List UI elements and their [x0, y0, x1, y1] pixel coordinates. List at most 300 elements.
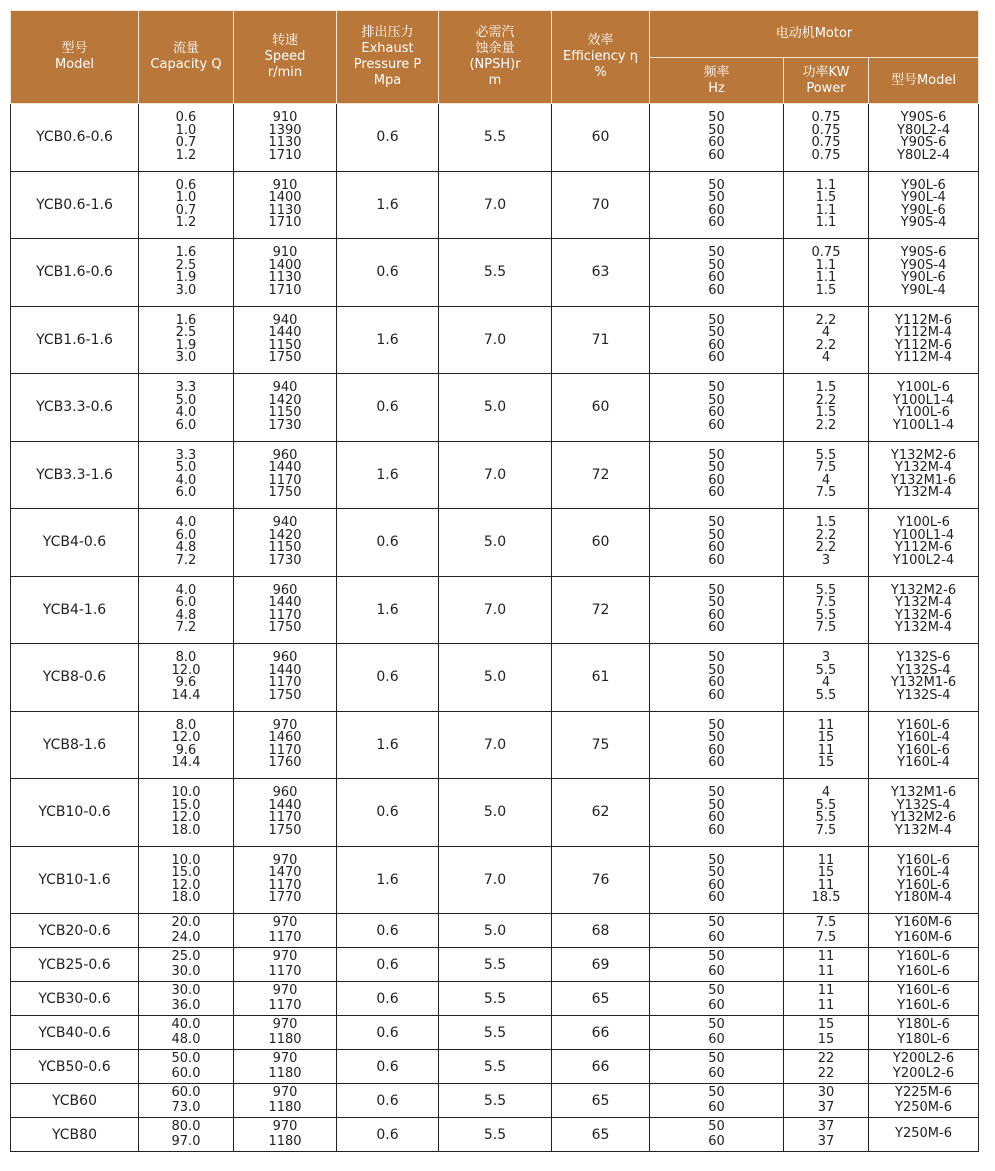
motor-value: Y112M-4	[895, 350, 952, 366]
power-value: 1.5	[815, 515, 837, 531]
cell-speed	[234, 576, 337, 644]
cell-pressure: 1.6	[337, 846, 439, 914]
speed-value: 940	[272, 380, 298, 396]
hz-value: 50	[708, 177, 725, 193]
speed-value: 1170	[268, 675, 302, 691]
hz-value: 60	[708, 1099, 725, 1115]
speed-value: 1750	[268, 350, 302, 366]
header-speed	[234, 11, 337, 104]
header-model	[11, 11, 139, 104]
capacity-value: 6.0	[175, 595, 197, 611]
speed-value: 1440	[268, 460, 302, 476]
power-value: 7.5	[815, 822, 837, 838]
speed-value: 1760	[268, 755, 302, 771]
hz-value: 50	[708, 797, 725, 813]
power-value: 5.5	[815, 810, 837, 826]
hz-value: 50	[708, 245, 725, 261]
hz-value: 60	[708, 1133, 725, 1149]
speed-value: 1150	[268, 405, 302, 421]
cell-pressure: 0.6	[337, 374, 439, 442]
motor-value: Y132S-4	[896, 662, 951, 678]
capacity-value: 10.0	[171, 852, 201, 868]
capacity-value: 12.0	[171, 662, 201, 678]
motor-value: Y160L-6	[897, 877, 950, 893]
capacity-value: 4.0	[175, 515, 197, 531]
capacity-value: 6.0	[175, 417, 197, 433]
hz-value: 50	[708, 325, 725, 341]
capacity-value: 48.0	[171, 1031, 201, 1047]
speed-value: 1420	[268, 527, 302, 543]
table-row	[11, 374, 979, 442]
hz-value: 50	[708, 650, 725, 666]
cell-motor	[869, 846, 979, 914]
motor-value: Y90L-4	[901, 282, 946, 298]
capacity-value: 0.7	[175, 135, 197, 151]
power-value: 4	[821, 785, 831, 801]
cell-power	[784, 1084, 869, 1118]
cell-npsh: 5.5	[439, 1016, 552, 1050]
hz-value: 60	[708, 135, 725, 151]
cell-npsh: 5.0	[439, 644, 552, 712]
capacity-value: 80.0	[171, 1119, 201, 1134]
cell-npsh: 7.0	[439, 576, 552, 644]
hz-value: 50	[708, 312, 725, 328]
cell-speed	[234, 104, 337, 172]
capacity-value: 15.0	[171, 797, 201, 813]
speed-value: 1400	[268, 257, 302, 273]
power-value: 1.5	[815, 190, 837, 206]
cell-speed	[234, 171, 337, 239]
cell-model: YCB1.6-1.6	[11, 306, 139, 374]
power-value: 30	[817, 1085, 835, 1100]
motor-value: Y90S-6	[900, 135, 947, 151]
header-capacity	[139, 11, 234, 104]
header-power-label: 功率KW Power	[802, 64, 850, 96]
power-value: 37	[817, 1099, 835, 1115]
header-pressure	[337, 11, 439, 104]
cell-efficiency: 60	[552, 104, 650, 172]
motor-value: Y160L-6	[897, 852, 950, 868]
power-value: 1.5	[815, 380, 837, 396]
speed-value: 1750	[268, 822, 302, 838]
speed-value: 970	[272, 852, 298, 868]
hz-value: 50	[708, 1119, 725, 1134]
cell-pressure: 0.6	[337, 239, 439, 307]
speed-value: 1400	[268, 190, 302, 206]
motor-value: Y160L-4	[897, 755, 950, 771]
speed-value: 970	[272, 1017, 298, 1032]
capacity-value: 50.0	[171, 1051, 201, 1066]
motor-value: Y160L-6	[897, 983, 950, 998]
capacity-value: 2.5	[175, 257, 197, 273]
capacity-value: 10.0	[171, 785, 201, 801]
cell-efficiency: 71	[552, 306, 650, 374]
cell-pressure: 1.6	[337, 576, 439, 644]
pump-spec-table	[10, 10, 979, 1152]
cell-speed	[234, 711, 337, 779]
cell-capacity	[139, 982, 234, 1016]
cell-power	[784, 779, 869, 847]
speed-value: 1730	[268, 552, 302, 568]
motor-value: Y112M-6	[895, 540, 952, 556]
cell-hz	[650, 306, 784, 374]
capacity-value: 2.5	[175, 325, 197, 341]
motor-value: Y132M1-6	[890, 785, 957, 801]
motor-value: Y132M1-6	[890, 472, 957, 488]
capacity-value: 8.0	[175, 650, 197, 666]
hz-value: 60	[708, 405, 725, 421]
hz-value: 50	[708, 949, 725, 964]
capacity-value: 5.0	[175, 460, 197, 476]
cell-hz	[650, 509, 784, 577]
hz-value: 50	[708, 392, 725, 408]
hz-value: 60	[708, 485, 725, 501]
hz-value: 50	[708, 1017, 725, 1032]
cell-npsh: 5.0	[439, 779, 552, 847]
cell-power	[784, 644, 869, 712]
speed-value: 910	[272, 110, 298, 126]
cell-capacity	[139, 846, 234, 914]
cell-power	[784, 1118, 869, 1152]
header-model-label: 型号 Model	[54, 41, 95, 72]
cell-power	[784, 1050, 869, 1084]
power-value: 7.5	[815, 485, 837, 501]
hz-value: 60	[708, 687, 725, 703]
motor-value: Y100L-6	[897, 380, 950, 396]
motor-value: Y100L2-4	[892, 552, 955, 568]
power-value: 18.5	[811, 890, 841, 906]
table-row	[11, 1050, 979, 1084]
hz-value: 60	[708, 282, 725, 298]
capacity-value: 1.2	[175, 147, 197, 163]
motor-value: Y132M1-6	[890, 675, 957, 691]
capacity-value: 60.0	[171, 1065, 201, 1081]
motor-value: Y112M-6	[895, 337, 952, 353]
motor-value: Y180L-6	[897, 1017, 950, 1032]
cell-capacity	[139, 509, 234, 577]
speed-value: 910	[272, 177, 298, 193]
header-power	[784, 58, 869, 104]
cell-motor	[869, 1016, 979, 1050]
capacity-value: 9.6	[175, 742, 197, 758]
speed-value: 1130	[268, 135, 302, 151]
power-value: 0.75	[811, 135, 841, 151]
cell-model: YCB30-0.6	[11, 982, 139, 1016]
capacity-value: 1.9	[175, 337, 197, 353]
capacity-value: 73.0	[171, 1099, 201, 1115]
power-value: 15	[817, 865, 835, 881]
cell-hz	[650, 1016, 784, 1050]
cell-pressure: 1.6	[337, 306, 439, 374]
table-body	[11, 104, 979, 1152]
cell-power	[784, 306, 869, 374]
hz-value: 50	[708, 447, 725, 463]
cell-motor	[869, 711, 979, 779]
cell-hz	[650, 1050, 784, 1084]
speed-value: 1420	[268, 392, 302, 408]
hz-value: 50	[708, 595, 725, 611]
speed-value: 970	[272, 717, 298, 733]
cell-motor	[869, 306, 979, 374]
capacity-value: 97.0	[171, 1133, 201, 1149]
cell-speed	[234, 239, 337, 307]
motor-value: Y180M-4	[895, 890, 952, 906]
cell-model: YCB0.6-1.6	[11, 171, 139, 239]
motor-value: Y225M-6	[895, 1085, 952, 1100]
speed-value: 1730	[268, 417, 302, 433]
cell-model: YCB40-0.6	[11, 1016, 139, 1050]
cell-model: YCB10-1.6	[11, 846, 139, 914]
header-motor-label: 电动机Motor	[775, 26, 853, 41]
cell-efficiency: 61	[552, 644, 650, 712]
cell-hz	[650, 846, 784, 914]
power-value: 0.75	[811, 110, 841, 126]
hz-value: 60	[708, 270, 725, 286]
power-value: 4	[821, 675, 831, 691]
hz-value: 50	[708, 1051, 725, 1066]
capacity-value: 1.2	[175, 215, 197, 231]
motor-value: Y132M2-6	[890, 447, 957, 463]
power-value: 2.2	[815, 540, 837, 556]
speed-value: 960	[272, 785, 298, 801]
cell-model: YCB50-0.6	[11, 1050, 139, 1084]
power-value: 5.5	[815, 582, 837, 598]
speed-value: 1180	[268, 1065, 302, 1081]
speed-value: 1130	[268, 270, 302, 286]
hz-value: 60	[708, 620, 725, 636]
cell-npsh: 5.5	[439, 104, 552, 172]
speed-value: 1460	[268, 730, 302, 746]
table-row	[11, 441, 979, 509]
speed-value: 970	[272, 983, 298, 998]
cell-speed	[234, 306, 337, 374]
cell-npsh: 5.0	[439, 914, 552, 948]
speed-value: 1180	[268, 1031, 302, 1047]
speed-value: 960	[272, 582, 298, 598]
capacity-value: 20.0	[171, 915, 201, 930]
cell-motor	[869, 1118, 979, 1152]
speed-value: 910	[272, 245, 298, 261]
hz-value: 50	[708, 527, 725, 543]
cell-speed	[234, 1050, 337, 1084]
capacity-value: 15.0	[171, 865, 201, 881]
cell-npsh: 5.5	[439, 982, 552, 1016]
cell-speed	[234, 509, 337, 577]
cell-speed	[234, 948, 337, 982]
hz-value: 50	[708, 865, 725, 881]
motor-value: Y200L2-6	[892, 1051, 955, 1066]
capacity-value: 7.2	[175, 620, 197, 636]
capacity-value: 14.4	[171, 755, 201, 771]
speed-value: 1440	[268, 595, 302, 611]
power-value: 5.5	[815, 797, 837, 813]
motor-value: Y90S-6	[900, 245, 947, 261]
hz-value: 60	[708, 1065, 725, 1081]
hz-value: 50	[708, 122, 725, 138]
header-npsh-label: 必需汽 蚀余量 (NPSH)r m	[469, 25, 521, 88]
cell-power	[784, 846, 869, 914]
hz-value: 50	[708, 257, 725, 273]
speed-value: 1170	[268, 607, 302, 623]
hz-value: 60	[708, 350, 725, 366]
table-row	[11, 1016, 979, 1050]
motor-value: Y132M-4	[895, 822, 952, 838]
capacity-value: 60.0	[171, 1085, 201, 1100]
cell-pressure: 0.6	[337, 104, 439, 172]
hz-value: 60	[708, 890, 725, 906]
cell-efficiency: 72	[552, 576, 650, 644]
header-motor-model-label: 型号Model	[890, 72, 957, 88]
capacity-value: 3.0	[175, 350, 197, 366]
cell-model: YCB8-0.6	[11, 644, 139, 712]
power-value: 15	[817, 755, 835, 771]
hz-value: 50	[708, 730, 725, 746]
cell-model: YCB25-0.6	[11, 948, 139, 982]
hz-value: 50	[708, 515, 725, 531]
cell-speed	[234, 1016, 337, 1050]
power-value: 15	[817, 1017, 835, 1032]
motor-value: Y132M-6	[895, 607, 952, 623]
cell-speed	[234, 982, 337, 1016]
table-row	[11, 846, 979, 914]
hz-value: 60	[708, 552, 725, 568]
cell-pressure: 0.6	[337, 779, 439, 847]
power-value: 5.5	[815, 447, 837, 463]
cell-speed	[234, 374, 337, 442]
cell-hz	[650, 576, 784, 644]
cell-power	[784, 374, 869, 442]
motor-value: Y100L-6	[897, 515, 950, 531]
capacity-value: 30.0	[171, 963, 201, 979]
cell-pressure: 0.6	[337, 1084, 439, 1118]
motor-value: Y100L1-4	[892, 392, 955, 408]
cell-capacity	[139, 104, 234, 172]
cell-efficiency: 68	[552, 914, 650, 948]
hz-value: 60	[708, 540, 725, 556]
cell-efficiency: 70	[552, 171, 650, 239]
table-row	[11, 711, 979, 779]
cell-power	[784, 948, 869, 982]
hz-value: 50	[708, 717, 725, 733]
cell-npsh: 5.5	[439, 1118, 552, 1152]
speed-value: 1750	[268, 620, 302, 636]
power-value: 3	[821, 552, 831, 568]
hz-value: 50	[708, 1085, 725, 1100]
capacity-value: 40.0	[171, 1017, 201, 1032]
hz-value: 50	[708, 785, 725, 801]
cell-capacity	[139, 306, 234, 374]
speed-value: 1180	[268, 1099, 302, 1115]
motor-value: Y160L-4	[897, 730, 950, 746]
power-value: 22	[817, 1065, 835, 1081]
capacity-value: 0.6	[175, 110, 197, 126]
cell-hz	[650, 914, 784, 948]
capacity-value: 0.7	[175, 202, 197, 218]
capacity-value: 36.0	[171, 997, 201, 1013]
table-row	[11, 914, 979, 948]
speed-value: 1440	[268, 325, 302, 341]
speed-value: 1150	[268, 337, 302, 353]
capacity-value: 8.0	[175, 717, 197, 733]
capacity-value: 12.0	[171, 877, 201, 893]
capacity-value: 7.2	[175, 552, 197, 568]
speed-value: 1710	[268, 215, 302, 231]
cell-power	[784, 711, 869, 779]
motor-value: Y90L-6	[901, 270, 946, 286]
motor-value: Y90S-4	[900, 257, 947, 273]
cell-motor	[869, 948, 979, 982]
motor-value: Y90L-4	[901, 190, 946, 206]
power-value: 11	[817, 997, 835, 1013]
cell-pressure: 0.6	[337, 644, 439, 712]
capacity-value: 3.3	[175, 380, 197, 396]
cell-speed	[234, 644, 337, 712]
hz-value: 60	[708, 675, 725, 691]
hz-value: 50	[708, 582, 725, 598]
power-value: 2.2	[815, 337, 837, 353]
cell-power	[784, 982, 869, 1016]
header-capacity-label: 流量 Capacity Q	[150, 41, 222, 72]
cell-hz	[650, 441, 784, 509]
table-row	[11, 1118, 979, 1152]
power-value: 7.5	[815, 460, 837, 476]
power-value: 1.1	[815, 270, 837, 286]
capacity-value: 18.0	[171, 890, 201, 906]
cell-power	[784, 104, 869, 172]
hz-value: 60	[708, 215, 725, 231]
power-value: 7.5	[815, 915, 837, 930]
cell-efficiency: 76	[552, 846, 650, 914]
cell-capacity	[139, 1050, 234, 1084]
power-value: 11	[817, 852, 835, 868]
power-value: 0.75	[811, 122, 841, 138]
cell-pressure: 1.6	[337, 441, 439, 509]
speed-value: 1170	[268, 877, 302, 893]
motor-value: Y132M-4	[895, 485, 952, 501]
table-row	[11, 644, 979, 712]
cell-motor	[869, 982, 979, 1016]
power-value: 2.2	[815, 392, 837, 408]
header-pressure-label: 排出压力 Exhaust Pressure P Mpa	[353, 25, 422, 88]
speed-value: 1170	[268, 810, 302, 826]
hz-value: 60	[708, 742, 725, 758]
cell-motor	[869, 104, 979, 172]
cell-efficiency: 66	[552, 1050, 650, 1084]
table-row	[11, 982, 979, 1016]
motor-value: Y160M-6	[895, 929, 952, 945]
power-value: 11	[817, 742, 835, 758]
cell-efficiency: 65	[552, 982, 650, 1016]
hz-value: 50	[708, 915, 725, 930]
speed-value: 1710	[268, 282, 302, 298]
cell-efficiency: 60	[552, 509, 650, 577]
capacity-value: 1.6	[175, 245, 197, 261]
motor-value: Y250M-6	[895, 1099, 952, 1115]
cell-capacity	[139, 948, 234, 982]
hz-value: 50	[708, 852, 725, 868]
cell-motor	[869, 1084, 979, 1118]
cell-efficiency: 75	[552, 711, 650, 779]
motor-value: Y100L1-4	[892, 417, 955, 433]
cell-npsh: 5.5	[439, 1050, 552, 1084]
power-value: 5.5	[815, 607, 837, 623]
cell-hz	[650, 711, 784, 779]
cell-capacity	[139, 1016, 234, 1050]
cell-model: YCB0.6-0.6	[11, 104, 139, 172]
cell-motor	[869, 171, 979, 239]
cell-speed	[234, 846, 337, 914]
capacity-value: 14.4	[171, 687, 201, 703]
